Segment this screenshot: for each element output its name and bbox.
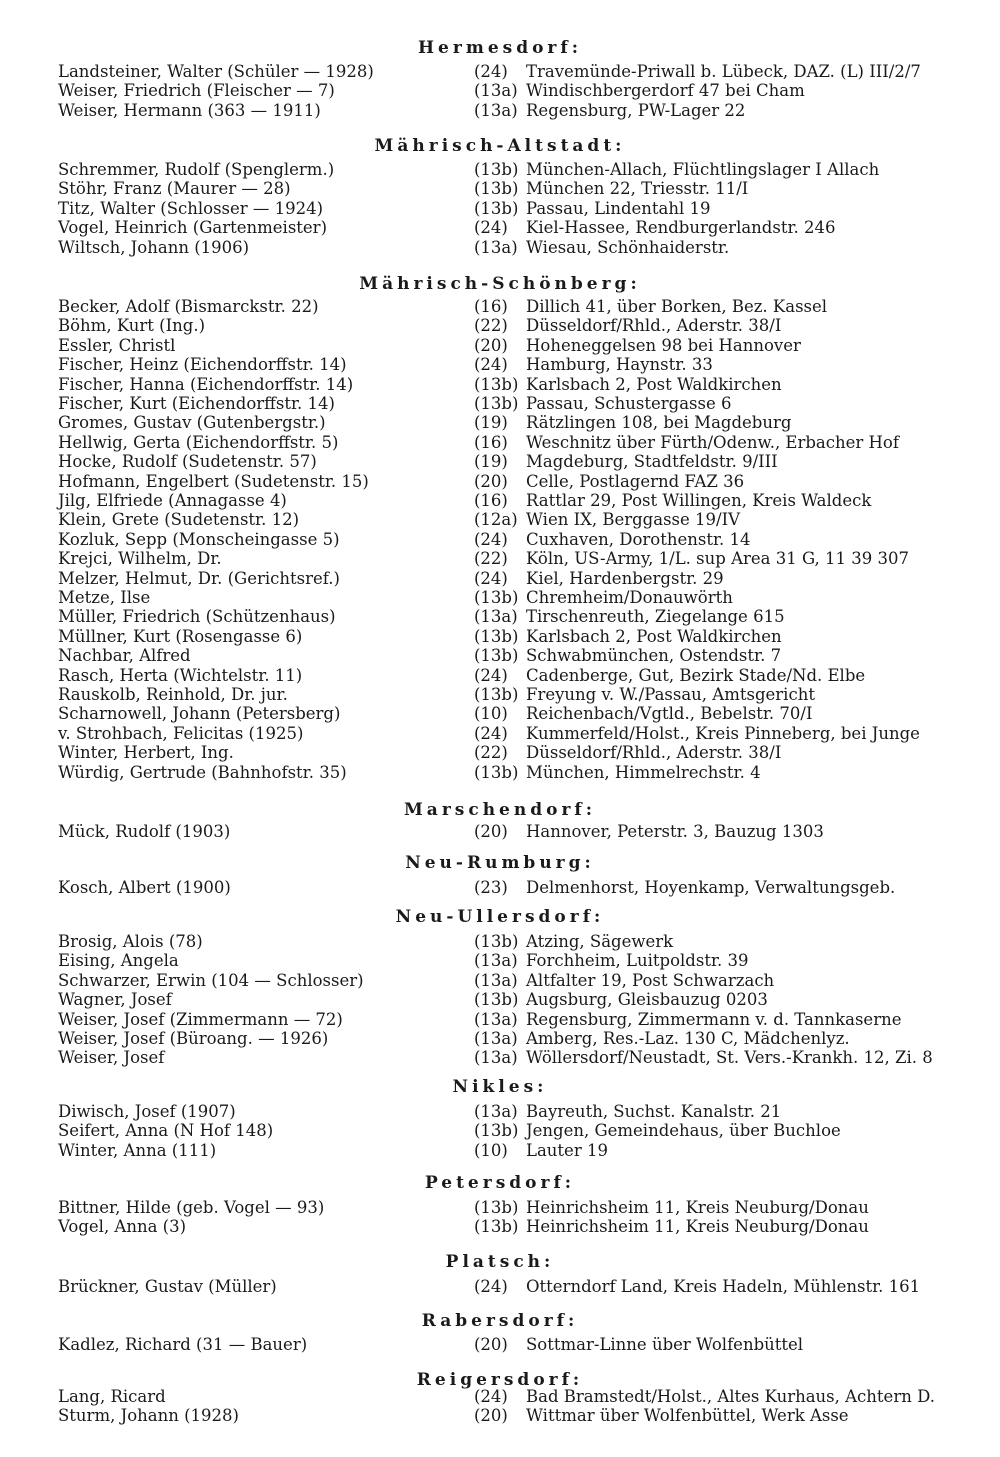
entry-name: Schwarzer, Erwin (104 — Schlosser) bbox=[58, 970, 364, 990]
entry-address: Regensburg, Zimmermann v. d. Tannkaserne bbox=[526, 1009, 902, 1029]
entry-name: Weiser, Josef bbox=[58, 1048, 165, 1068]
entry-name: Krejci, Wilhelm, Dr. bbox=[58, 549, 222, 569]
entry-address: München, Himmelrechstr. 4 bbox=[526, 762, 761, 782]
entry-name: Stöhr, Franz (Maurer — 28) bbox=[58, 179, 291, 199]
entry-name: Weiser, Friedrich (Fleischer — 7) bbox=[58, 81, 335, 101]
entry-postal-code: (13a) bbox=[474, 1102, 518, 1121]
entry-name: Nachbar, Alfred bbox=[58, 646, 191, 666]
entry-name: Seifert, Anna (N Hof 148) bbox=[58, 1121, 274, 1141]
entry-name: Winter, Anna (111) bbox=[58, 1140, 217, 1160]
entry-postal-code: (13b) bbox=[474, 160, 519, 179]
entry-address: Wittmar über Wolfenbüttel, Werk Asse bbox=[526, 1406, 849, 1426]
entry-postal-code: (16) bbox=[474, 297, 508, 316]
entry-address: Kiel-Hassee, Rendburgerlandstr. 246 bbox=[526, 218, 836, 238]
entry-postal-code: (24) bbox=[474, 1277, 508, 1296]
entry-address: Lauter 19 bbox=[526, 1140, 608, 1160]
entry-name: Vogel, Heinrich (Gartenmeister) bbox=[58, 218, 328, 238]
entry-address: Amberg, Res.-Laz. 130 C, Mädchenlyz. bbox=[526, 1029, 850, 1048]
entry-postal-code: (22) bbox=[474, 743, 508, 763]
entry-postal-code: (13a) bbox=[474, 237, 518, 257]
entry-postal-code: (13b) bbox=[474, 762, 519, 782]
section-heading: Rabersdorf: bbox=[421, 1311, 579, 1331]
section-heading: Marschendorf: bbox=[403, 800, 597, 820]
entry-address: Bayreuth, Suchst. Kanalstr. 21 bbox=[526, 1102, 782, 1121]
entry-postal-code: (12a) bbox=[474, 510, 518, 530]
section-heading: Mährisch-Altstadt: bbox=[374, 136, 626, 156]
section-heading: Petersdorf: bbox=[424, 1173, 576, 1193]
entry-postal-code: (13a) bbox=[474, 970, 518, 990]
entry-name: Essler, Christl bbox=[58, 335, 176, 355]
entry-address: Cuxhaven, Dorothenstr. 14 bbox=[526, 529, 751, 549]
entry-name: Jilg, Elfriede (Annagasse 4) bbox=[58, 491, 287, 510]
entry-address: Altfalter 19, Post Schwarzach bbox=[526, 970, 775, 990]
entry-name: Müller, Friedrich (Schützenhaus) bbox=[58, 607, 336, 627]
entry-name: Müllner, Kurt (Rosengasse 6) bbox=[58, 626, 303, 646]
entry-name: Schremmer, Rudolf (Spenglerm.) bbox=[58, 160, 335, 179]
entry-postal-code: (13a) bbox=[474, 607, 518, 627]
entry-name: Diwisch, Josef (1907) bbox=[58, 1102, 236, 1121]
section-heading: Neu-Ullersdorf: bbox=[395, 907, 605, 927]
entry-address: Delmenhorst, Hoyenkamp, Verwaltungsgeb. bbox=[526, 878, 896, 897]
entry-address: Köln, US-Army, 1/L. sup Area 31 G, 11 39 307 bbox=[526, 549, 910, 569]
entry-address: Karlsbach 2, Post Waldkirchen bbox=[526, 626, 782, 646]
entry-postal-code: (13a) bbox=[474, 100, 518, 120]
entry-name: Fischer, Kurt (Eichendorffstr. 14) bbox=[58, 394, 335, 413]
entry-postal-code: (24) bbox=[474, 723, 508, 743]
entry-postal-code: (24) bbox=[474, 355, 508, 375]
entry-name: Eising, Angela bbox=[58, 951, 179, 971]
entry-postal-code: (13b) bbox=[474, 1121, 519, 1141]
entry-name: Brückner, Gustav (Müller) bbox=[58, 1277, 277, 1296]
entry-name: Weiser, Josef (Büroang. — 1926) bbox=[58, 1029, 329, 1048]
entry-name: Landsteiner, Walter (Schüler — 1928) bbox=[58, 62, 374, 81]
entry-name: Wagner, Josef bbox=[58, 990, 172, 1010]
entry-postal-code: (13a) bbox=[474, 81, 518, 101]
entry-name: Vogel, Anna (3) bbox=[58, 1217, 187, 1237]
entry-name: v. Strohbach, Felicitas (1925) bbox=[58, 723, 304, 743]
entry-name: Hellwig, Gerta (Eichendorffstr. 5) bbox=[58, 432, 339, 452]
entry-postal-code: (13a) bbox=[474, 1029, 518, 1048]
entry-postal-code: (13a) bbox=[474, 1009, 518, 1029]
entry-address: Windischbergerdorf 47 bei Cham bbox=[526, 81, 805, 101]
section-heading: Reigersdorf: bbox=[416, 1370, 584, 1390]
entry-postal-code: (22) bbox=[474, 549, 508, 569]
entry-name: Rauskolb, Reinhold, Dr. jur. bbox=[58, 685, 288, 704]
entry-address: Bad Bramstedt/Holst., Altes Kurhaus, Achtern D. bbox=[526, 1387, 935, 1406]
entry-address: Augsburg, Gleisbauzug 0203 bbox=[526, 990, 768, 1010]
entry-address: Heinrichsheim 11, Kreis Neuburg/Donau bbox=[526, 1198, 869, 1217]
entry-address: Celle, Postlagernd FAZ 36 bbox=[526, 471, 745, 491]
entry-name: Gromes, Gustav (Gutenbergstr.) bbox=[58, 413, 326, 433]
entry-postal-code: (13b) bbox=[474, 1217, 519, 1237]
entry-address: Chremheim/Donauwörth bbox=[526, 588, 733, 607]
entry-address: Hamburg, Haynstr. 33 bbox=[526, 355, 713, 375]
entry-name: Fischer, Heinz (Eichendorffstr. 14) bbox=[58, 355, 347, 375]
entry-address: Wöllersdorf/Neustadt, St. Vers.-Krankh. 12, Zi. 8 bbox=[526, 1048, 933, 1068]
entry-name: Würdig, Gertrude (Bahnhofstr. 35) bbox=[58, 762, 347, 782]
entry-postal-code: (13b) bbox=[474, 588, 519, 607]
entry-postal-code: (10) bbox=[474, 704, 508, 724]
entry-address: Tirschenreuth, Ziegelange 615 bbox=[526, 607, 785, 627]
entry-name: Hofmann, Engelbert (Sudetenstr. 15) bbox=[58, 471, 369, 491]
entry-postal-code: (23) bbox=[474, 878, 508, 897]
entry-name: Brosig, Alois (78) bbox=[58, 932, 203, 951]
entry-postal-code: (13b) bbox=[474, 1198, 519, 1217]
entry-address: Forchheim, Luitpoldstr. 39 bbox=[526, 951, 749, 971]
entry-postal-code: (13b) bbox=[474, 394, 519, 413]
entry-postal-code: (20) bbox=[474, 822, 508, 841]
entry-postal-code: (24) bbox=[474, 665, 508, 685]
entry-address: Düsseldorf/Rhld., Aderstr. 38/I bbox=[526, 316, 782, 336]
entry-name: Weiser, Hermann (363 — 1911) bbox=[58, 100, 321, 120]
entry-address: Düsseldorf/Rhld., Aderstr. 38/I bbox=[526, 743, 782, 763]
entry-name: Weiser, Josef (Zimmermann — 72) bbox=[58, 1009, 343, 1029]
entry-address: Rattlar 29, Post Willingen, Kreis Waldeck bbox=[526, 491, 872, 510]
entry-address: Magdeburg, Stadtfeldstr. 9/III bbox=[526, 452, 778, 472]
entry-postal-code: (24) bbox=[474, 1387, 508, 1406]
entry-postal-code: (22) bbox=[474, 316, 508, 336]
entry-address: Hannover, Peterstr. 3, Bauzug 1303 bbox=[526, 822, 824, 841]
entry-address: München-Allach, Flüchtlingslager I Allach bbox=[526, 160, 880, 179]
entry-postal-code: (19) bbox=[474, 452, 508, 472]
entry-postal-code: (16) bbox=[474, 432, 508, 452]
entry-postal-code: (24) bbox=[474, 529, 508, 549]
entry-postal-code: (24) bbox=[474, 568, 508, 588]
entry-postal-code: (20) bbox=[474, 1406, 508, 1426]
entry-address: Sottmar-Linne über Wolfenbüttel bbox=[526, 1335, 804, 1354]
entry-address: Regensburg, PW-Lager 22 bbox=[526, 100, 746, 120]
entry-address: Karlsbach 2, Post Waldkirchen bbox=[526, 374, 782, 394]
entry-address: Heinrichsheim 11, Kreis Neuburg/Donau bbox=[526, 1217, 869, 1237]
entry-address: Weschnitz über Fürth/Odenw., Erbacher Hof bbox=[526, 432, 899, 452]
entry-postal-code: (19) bbox=[474, 413, 508, 433]
entry-name: Scharnowell, Johann (Petersberg) bbox=[58, 704, 341, 724]
entry-postal-code: (13b) bbox=[474, 198, 519, 218]
entry-address: Jengen, Gemeindehaus, über Buchloe bbox=[526, 1121, 841, 1141]
entry-name: Hocke, Rudolf (Sudetenstr. 57) bbox=[58, 452, 317, 472]
entry-postal-code: (20) bbox=[474, 471, 508, 491]
entry-name: Melzer, Helmut, Dr. (Gerichtsref.) bbox=[58, 568, 340, 588]
section-heading: Nikles: bbox=[452, 1077, 548, 1097]
entry-address: Dillich 41, über Borken, Bez. Kassel bbox=[526, 297, 828, 316]
entry-name: Kozluk, Sepp (Monscheingasse 5) bbox=[58, 529, 340, 549]
entry-name: Kadlez, Richard (31 — Bauer) bbox=[58, 1335, 308, 1354]
entry-address: Reichenbach/Vgtld., Bebelstr. 70/I bbox=[526, 704, 813, 724]
entry-name: Sturm, Johann (1928) bbox=[58, 1406, 239, 1426]
entry-name: Mück, Rudolf (1903) bbox=[58, 822, 231, 841]
entry-name: Rasch, Herta (Wichtelstr. 11) bbox=[58, 665, 303, 685]
entry-postal-code: (13b) bbox=[474, 646, 519, 666]
entry-postal-code: (13a) bbox=[474, 951, 518, 971]
section-heading: Neu-Rumburg: bbox=[405, 853, 595, 873]
entry-address: Passau, Schustergasse 6 bbox=[526, 394, 732, 413]
entry-address: Otterndorf Land, Kreis Hadeln, Mühlenstr. 161 bbox=[526, 1277, 921, 1296]
entry-address: Freyung v. W./Passau, Amtsgericht bbox=[526, 685, 815, 704]
entry-address: Wien IX, Berggasse 19/IV bbox=[526, 510, 741, 530]
entry-postal-code: (13a) bbox=[474, 1048, 518, 1068]
entry-postal-code: (13b) bbox=[474, 932, 519, 951]
entry-address: Cadenberge, Gut, Bezirk Stade/Nd. Elbe bbox=[526, 665, 866, 685]
entry-name: Wiltsch, Johann (1906) bbox=[58, 237, 250, 257]
entry-postal-code: (10) bbox=[474, 1140, 508, 1160]
entry-address: Kiel, Hardenbergstr. 29 bbox=[526, 568, 724, 588]
entry-postal-code: (16) bbox=[474, 491, 508, 510]
entry-name: Bittner, Hilde (geb. Vogel — 93) bbox=[58, 1198, 325, 1217]
entry-address: Travemünde-Priwall b. Lübeck, DAZ. (L) III/2/7 bbox=[526, 62, 921, 81]
entry-address: München 22, Triesstr. 11/I bbox=[526, 179, 749, 199]
entry-postal-code: (13b) bbox=[474, 990, 519, 1010]
section-heading: Hermesdorf: bbox=[418, 38, 582, 58]
entry-address: Kummerfeld/Holst., Kreis Pinneberg, bei Junge bbox=[526, 723, 920, 743]
entry-postal-code: (13b) bbox=[474, 179, 519, 199]
entry-address: Passau, Lindentahl 19 bbox=[526, 198, 711, 218]
entry-name: Lang, Ricard bbox=[58, 1387, 166, 1406]
entry-address: Rätzlingen 108, bei Magdeburg bbox=[526, 413, 792, 433]
entry-name: Böhm, Kurt (Ing.) bbox=[58, 316, 206, 336]
entry-postal-code: (13b) bbox=[474, 626, 519, 646]
entry-name: Titz, Walter (Schlosser — 1924) bbox=[58, 198, 324, 218]
entry-name: Winter, Herbert, Ing. bbox=[58, 743, 234, 763]
entry-address: Atzing, Sägewerk bbox=[526, 932, 674, 951]
entry-address: Hoheneggelsen 98 bei Hannover bbox=[526, 335, 801, 355]
section-heading: Mährisch-Schönberg: bbox=[359, 274, 641, 294]
entry-postal-code: (24) bbox=[474, 62, 508, 81]
entry-postal-code: (13b) bbox=[474, 374, 519, 394]
entry-address: Schwabmünchen, Ostendstr. 7 bbox=[526, 646, 782, 666]
section-heading: Platsch: bbox=[445, 1252, 555, 1272]
entry-name: Metze, Ilse bbox=[58, 588, 151, 607]
entry-postal-code: (13b) bbox=[474, 685, 519, 704]
entry-name: Kosch, Albert (1900) bbox=[58, 878, 231, 897]
entry-postal-code: (20) bbox=[474, 335, 508, 355]
entry-name: Klein, Grete (Sudetenstr. 12) bbox=[58, 510, 300, 530]
entry-address: Wiesau, Schönhaiderstr. bbox=[526, 237, 730, 257]
entry-name: Becker, Adolf (Bismarckstr. 22) bbox=[58, 297, 319, 316]
entry-postal-code: (20) bbox=[474, 1335, 508, 1354]
entry-name: Fischer, Hanna (Eichendorffstr. 14) bbox=[58, 374, 354, 394]
entry-postal-code: (24) bbox=[474, 218, 508, 238]
